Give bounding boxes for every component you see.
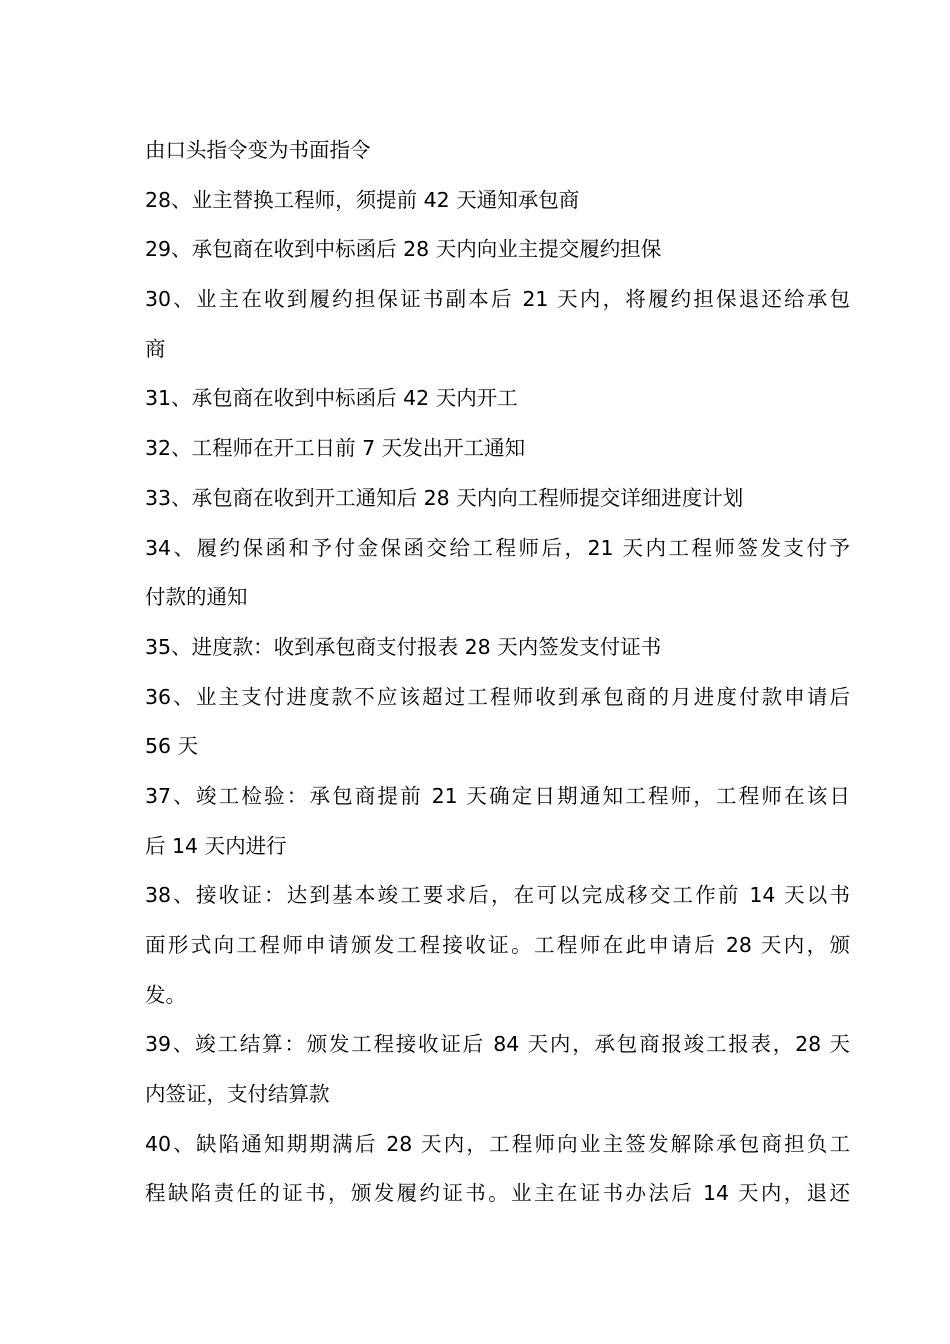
text-line: 35、进度款：收到承包商支付报表 28 天内签发支付证书 <box>145 634 662 659</box>
text-line: 商 <box>145 336 166 361</box>
text-line: 32、工程师在开工日前 7 天发出开工通知 <box>145 436 526 461</box>
text-line: 付款的通知 <box>145 585 248 610</box>
text-line: 29、承包商在收到中标函后 28 天内向业主提交履约担保 <box>145 237 662 262</box>
text-line: 由口头指令变为书面指令 <box>145 138 371 162</box>
text-line: 33、承包商在收到开工通知后 28 天内向工程师提交详细进度计划 <box>145 485 744 510</box>
text-line: 36、业主支付进度款不应该超过工程师收到承包商的月进度付款申请后 <box>145 684 850 709</box>
text-line: 39、竣工结算：颁发工程接收证后 84 天内，承包商报竣工报表，28 天 <box>145 1032 850 1057</box>
text-line: 38、接收证：达到基本竣工要求后，在可以完成移交工作前 14 天以书 <box>145 883 850 908</box>
text-line: 40、缺陷通知期期满后 28 天内，工程师向业主签发解除承包商担负工 <box>145 1131 850 1156</box>
document-body <box>145 126 850 1219</box>
text-line: 程缺陷责任的证书，颁发履约证书。业主在证书办法后 14 天内，退还 <box>145 1181 850 1206</box>
text-line: 面形式向工程师申请颁发工程接收证。工程师在此申请后 28 天内，颁 <box>145 933 850 957</box>
text-line: 34、履约保函和予付金保函交给工程师后，21 天内工程师签发支付予 <box>145 535 850 560</box>
text-line: 内签证，支付结算款 <box>145 1082 330 1107</box>
text-line: 56 天 <box>145 734 199 759</box>
text-line: 后 14 天内进行 <box>145 833 287 858</box>
text-line: 31、承包商在收到中标函后 42 天内开工 <box>145 386 518 411</box>
text-line: 发。 <box>145 982 186 1007</box>
text-line: 30、业主在收到履约担保证书副本后 21 天内，将履约担保退还给承包 <box>145 287 850 312</box>
text-line: 37、竣工检验：承包商提前 21 天确定日期通知工程师，工程师在该日 <box>145 783 850 808</box>
text-line: 28、业主替换工程师，须提前 42 天通知承包商 <box>145 187 580 212</box>
